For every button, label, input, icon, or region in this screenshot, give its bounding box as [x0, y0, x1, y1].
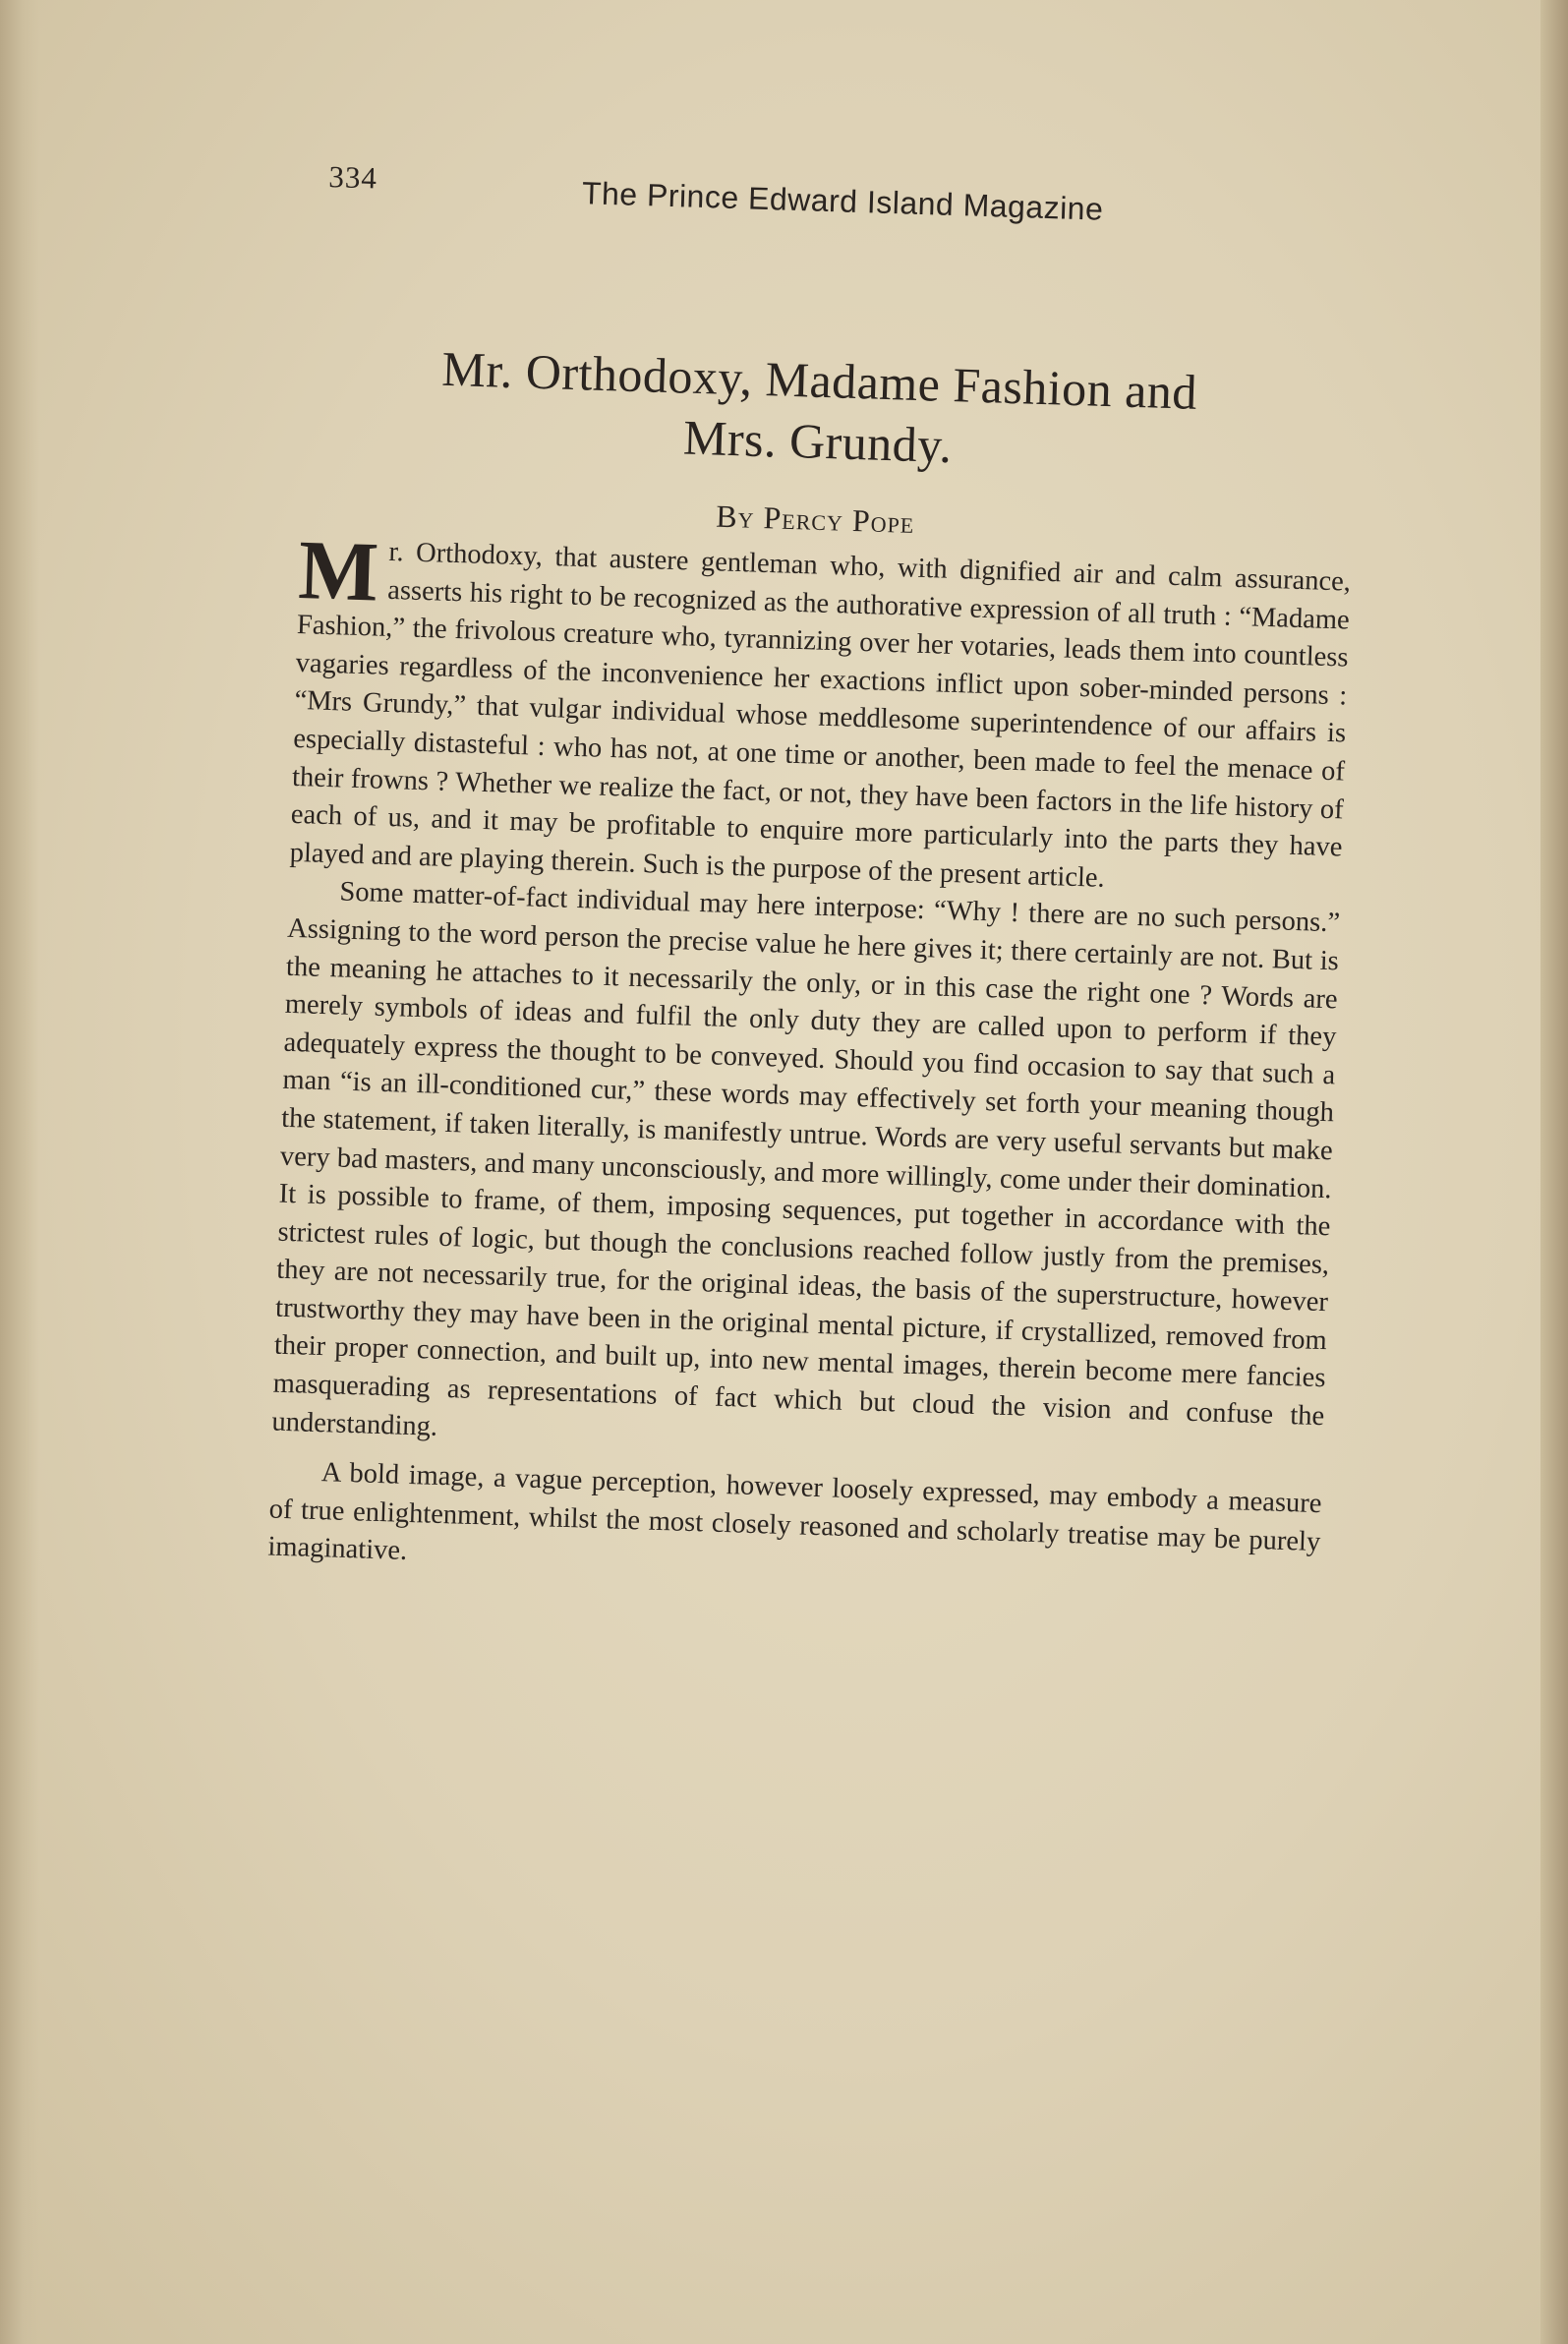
journal-title: The Prince Edward Island Magazine — [581, 175, 1104, 227]
article-body — [267, 522, 1352, 1600]
article-title-line-1: Mr. Orthodoxy, Madame Fashion and — [440, 340, 1198, 420]
drop-cap: M — [297, 522, 380, 619]
article-title-line-2: Mrs. Grundy. — [682, 409, 954, 474]
article-title-block — [319, 334, 1317, 554]
page-number: 334 — [327, 159, 378, 196]
page-edge — [1540, 0, 1568, 2344]
binding-shadow — [0, 0, 39, 2344]
article-byline: By Percy Pope — [715, 498, 915, 540]
paragraph-1 — [289, 522, 1352, 906]
running-head — [327, 159, 1214, 256]
paragraph-1-text: r. Orthodoxy, that austere gentleman who, with dignified air and calm assurance, asserts his right to be recognized as the authorative expression of all truth : “Madame Fashion,” the frivolous creature who, tyrannizing over her votaries, leads them into countless vagaries regardless of the inconvenience her exactions inflict upon sober-minded persons : “Mrs Grundy,” that vulgar individual whose meddlesome superintendence of our affairs is especially distasteful : who has not, at one time or another, been made to feel the menace of their frowns ? Whether we realize the fact, or not, they have been factors in the life history of each of us, and it may be profitable to enquire more particularly into the parts they have played and are playing therein. Such is the purpose of the present article. — [289, 536, 1352, 894]
paragraph-3: A bold image, a vague perception, however loosely expressed, may embody a measure of true enlightenment, whilst the most closely reasoned and scholarly treatise may be purely imaginative. — [267, 1457, 1322, 1567]
paragraph-2: Some matter-of-fact individual may here interpose: “Why ! there are no such persons.” Assigning to the word person the precise value he here gives it; there certainly are not. But is the meaning he attaches to it necessarily the only, or in this case the right one ? Words are merely symbols of ideas and fulfil the only duty they are called upon to perform if they adequately express the thought to be conveyed. Should you find occasion to say that such a man “is an ill-conditioned cur,” these words may effectively set forth your meaning though the statement, if taken literally, is manifestly untrue. Words are very useful servants but make very bad masters, and many unconsciously, and more willingly, come under their domination. It is possible to frame, of them, imposing sequences, put together in accordance with the strictest rules of logic, but though the conclusions reached follow justly from the premises, they are not necessarily true, for the original ideas, the basis of the superstructure, however trustworthy they may have been in the original mental picture, if crystallized, removed from their proper connection, and built up, into new mental images, therein become mere fancies masquerading as representations of fact which but cloud the vision and confuse the understanding. — [271, 876, 1341, 1442]
